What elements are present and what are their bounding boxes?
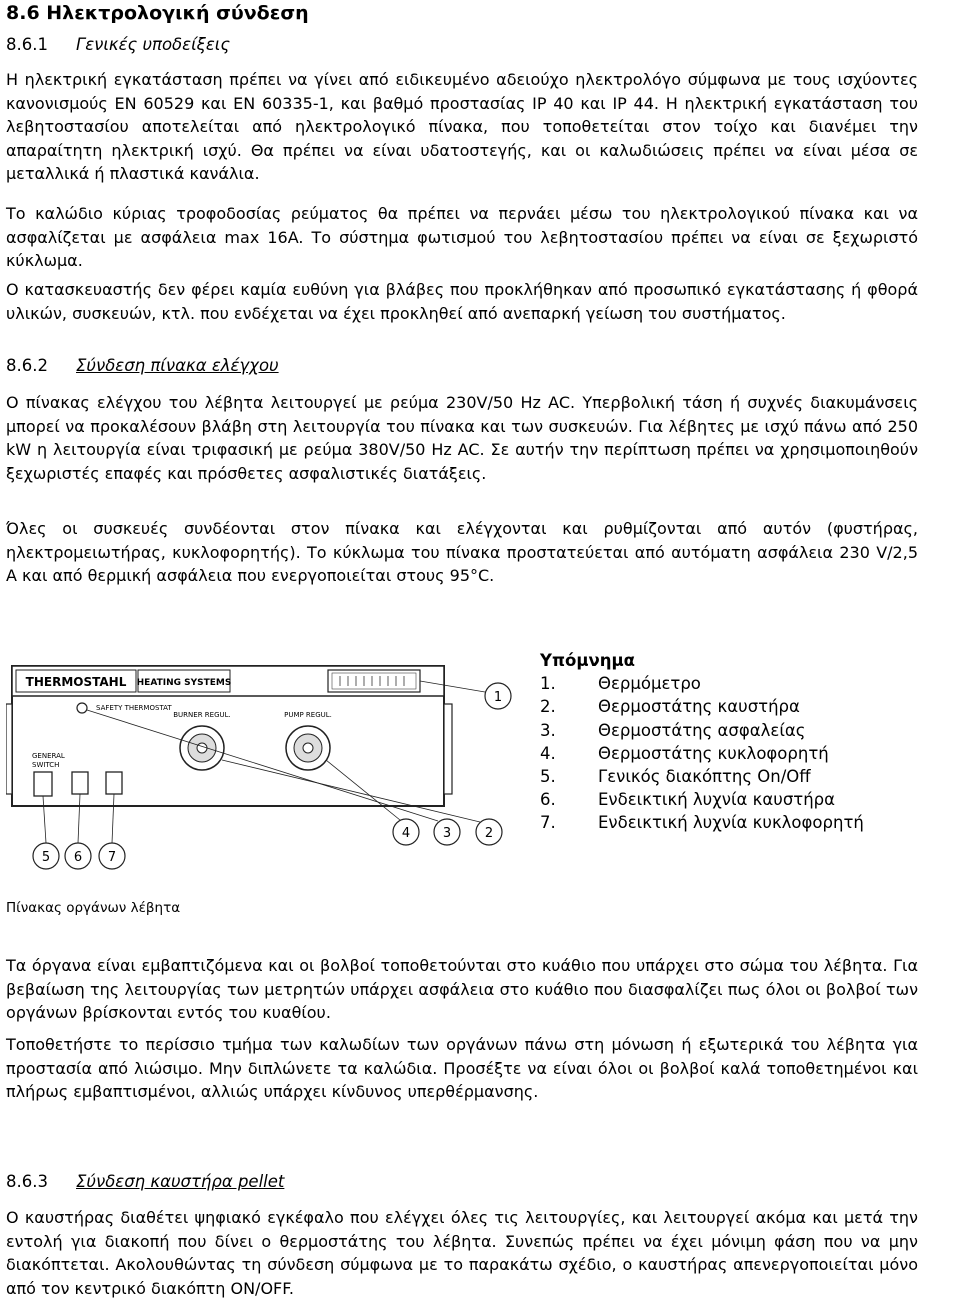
- burner-regul-label: BURNER REGUL.: [173, 711, 231, 719]
- control-panel-figure: [6, 652, 526, 872]
- safety-thermostat: [77, 703, 87, 713]
- subsection-title: Σύνδεση καυστήρα pellet: [76, 1172, 285, 1191]
- burner-lamp: [72, 772, 88, 794]
- safety-thermostat-label: SAFETY THERMOSTAT: [96, 704, 172, 712]
- paragraph-main-cable: [6, 202, 918, 273]
- legend-item-number: 4.: [540, 743, 556, 763]
- subsection-heading-862: [6, 356, 279, 375]
- subsection-heading-861: [6, 35, 230, 54]
- subsection-title: Γενικές υποδείξεις: [76, 35, 231, 54]
- brand-sub-text: HEATING SYSTEMS: [136, 678, 232, 688]
- legend-item-label: Θερμόμετρο: [598, 674, 701, 694]
- paragraph: Ο καυστήρας διαθέτει ψηφιακό εγκέφαλο που ελέγχει όλες τις λειτουργίες, και λειτουργεί ακόμα και μετά την εντολή για διακοπή που δίνει ο θερμοστάτης του λέβητα. Συνεπώς πρέπει να έχει μόνιμη φάση που να μην διακόπτεται. Ακολουθώντας τη σύνδεση σύμφωνα με το παρακάτω σχέδιο, ο καυστήρας απενεργοποιείται μόνο από τον κεντρικό διακόπτη ON/OFF.: [6, 1208, 918, 1298]
- brand-text: THERMOSTAHL: [25, 675, 127, 689]
- paragraph-installation: [6, 68, 918, 186]
- paragraph: Το καλώδιο κύριας τροφοδοσίας ρεύματος θα πρέπει να περνάει μέσω του ηλεκτρολογικού πίνακα και να ασφαλίζεται με ασφάλεια max 16A. Το σύστημα φωτισμού του λεβητοστασίου πρέπει να είναι σε ξεχωριστό κύκλωμα.: [6, 204, 918, 270]
- legend-item-number: 3.: [540, 720, 556, 740]
- general-switch-label-2: SWITCH: [32, 761, 60, 769]
- paragraph-cables: [6, 1033, 918, 1104]
- legend-item-label: Θερμοστάτης ασφαλείας: [598, 720, 806, 740]
- legend-item-number: 7.: [540, 813, 556, 833]
- figure-caption: Πίνακας οργάνων λέβητα: [6, 900, 181, 916]
- legend-item: [540, 811, 864, 834]
- callout-7-number: 7: [107, 850, 117, 865]
- general-switch-label-1: GENERAL: [32, 752, 65, 760]
- paragraph: Τοποθετήστε το περίσσιο τμήμα των καλωδίων των οργάνων πάνω στη μόνωση ή εξωτερικά του λέβητα για προστασία από λιώσιμο. Μην διπλώνετε τα καλώδια. Προσέξτε να είναι όλοι οι βολβοί καλά τοποθετημένοι και πλήρως εμβαπτισμένοι, αλλιώς υπάρχει κίνδυνος υπερθέρμανσης.: [6, 1035, 918, 1101]
- pump-regul-label: PUMP REGUL.: [284, 711, 332, 719]
- legend-item-number: 1.: [540, 674, 556, 694]
- legend-item-number: 5.: [540, 767, 556, 787]
- figure-legend: [540, 649, 864, 835]
- paragraph-pellet-burner: [6, 1206, 918, 1300]
- subsection-number: 8.6.3: [6, 1172, 48, 1191]
- paragraph-liability: [6, 278, 918, 325]
- paragraph-devices: [6, 517, 918, 588]
- callout-6-number: 6: [73, 850, 83, 865]
- legend-item-label: Θερμοστάτης κυκλοφορητή: [598, 743, 829, 763]
- legend-item: [540, 672, 864, 695]
- general-switch: [34, 772, 52, 796]
- subsection-number: 8.6.1: [6, 35, 48, 54]
- callout-4-number: 4: [401, 826, 411, 841]
- legend-item-label: Γενικός διακόπτης On/Off: [598, 767, 811, 787]
- legend-item-label: Θερμοστάτης καυστήρα: [598, 697, 800, 717]
- legend-item-label: Ενδεικτική λυχνία κυκλοφορητή: [598, 813, 864, 833]
- legend-item-number: 6.: [540, 790, 556, 810]
- left-bracket: [6, 704, 12, 794]
- legend-title: Υπόμνημα: [540, 651, 635, 670]
- right-bracket: [444, 704, 452, 794]
- callout-3-number: 3: [442, 826, 452, 841]
- paragraph: Ο πίνακας ελέγχου του λέβητα λειτουργεί με ρεύμα 230V/50 Hz AC. Υπερβολική τάση ή συχνές διακυμάνσεις μπορεί να προκαλέσουν βλάβη στη λειτουργία του πίνακα και των συσκευών. Για λέβητες με ισχύ πάνω από 250 kW η λειτουργία είναι τριφασική με ρεύμα 380V/50 Hz AC. Σε αυτήν την περίπτωση πρέπει να χρησιμοποιηθούν ξεχωριστές επαφές και πρόσθετες ασφαλιστικές διατάξεις.: [6, 393, 918, 483]
- legend-item: [540, 695, 864, 718]
- legend-item: [540, 719, 864, 742]
- paragraph: Ο κατασκευαστής δεν φέρει καμία ευθύνη για βλάβες που προκλήθηκαν από προσωπικό εγκατάστασης ή φθορά υλικών, συσκευών, κτλ. που ενδέχεται να έχει προκληθεί από ανεπαρκή γείωση του συστήματος.: [6, 280, 918, 323]
- section-heading: 8.6 Ηλεκτρολογική σύνδεση: [6, 2, 309, 24]
- paragraph: Τα όργανα είναι εμβαπτιζόμενα και οι βολβοί τοποθετούνται στο κυάθιο που υπάρχει στο σώμα του λέβητα. Για βεβαίωση της λειτουργίας των μετρητών υπάρχει ασφάλεια στο κυάθιο που διασφαλίζει πως όλοι οι βολβοί των οργάνων βρίσκονται εντός του κυαθίου.: [6, 956, 918, 1022]
- legend-item-label: Ενδεικτική λυχνία καυστήρα: [598, 790, 836, 810]
- paragraph: Όλες οι συσκευές συνδέονται στον πίνακα και ελέγχονται και ρυθμίζονται από αυτόν (φυστήρας, ηλεκτρομειωτήρας, κυκλοφορητής). Το κύκλωμα του πίνακα προστατεύεται από αυτόματη ασφάλεια 230 V/2,5 A και από θερμική ασφάλεια που ενεργοποιείται στους 95°C.: [6, 519, 918, 585]
- legend-item-number: 2.: [540, 697, 556, 717]
- paragraph: Η ηλεκτρική εγκατάσταση πρέπει να γίνει από ειδικευμένο αδειούχο ηλεκτρολόγο σύμφωνα με τους ισχύοντες κανονισμούς EN 60529 και EN 60335-1, και βαθμό προστασίας IP 40 και IP 44. Η ηλεκτρική εγκατάσταση του λεβητοστασίου αποτελείται από ηλεκτρολογικό πίνακα, που τοποθετείται στον τοίχο και διανέμει την απαραίτητη ηλεκτρική ισχύ. Θα πρέπει να είναι υδατοστεγής, και οι καλωδιώσεις πρέπει να είναι μέσα σε μεταλλικά ή πλαστικά κανάλια.: [6, 70, 918, 183]
- subsection-number: 8.6.2: [6, 356, 48, 375]
- paragraph-control-panel: [6, 391, 918, 485]
- pump-lamp: [106, 772, 122, 794]
- legend-item: [540, 788, 864, 811]
- callout-2-number: 2: [484, 826, 494, 841]
- legend-item: [540, 742, 864, 765]
- callout-5-number: 5: [41, 850, 51, 865]
- callout-1-number: 1: [493, 690, 503, 705]
- legend-item: [540, 765, 864, 788]
- paragraph-instruments: [6, 954, 918, 1025]
- subsection-heading-863: [6, 1172, 284, 1191]
- subsection-title: Σύνδεση πίνακα ελέγχου: [76, 356, 279, 375]
